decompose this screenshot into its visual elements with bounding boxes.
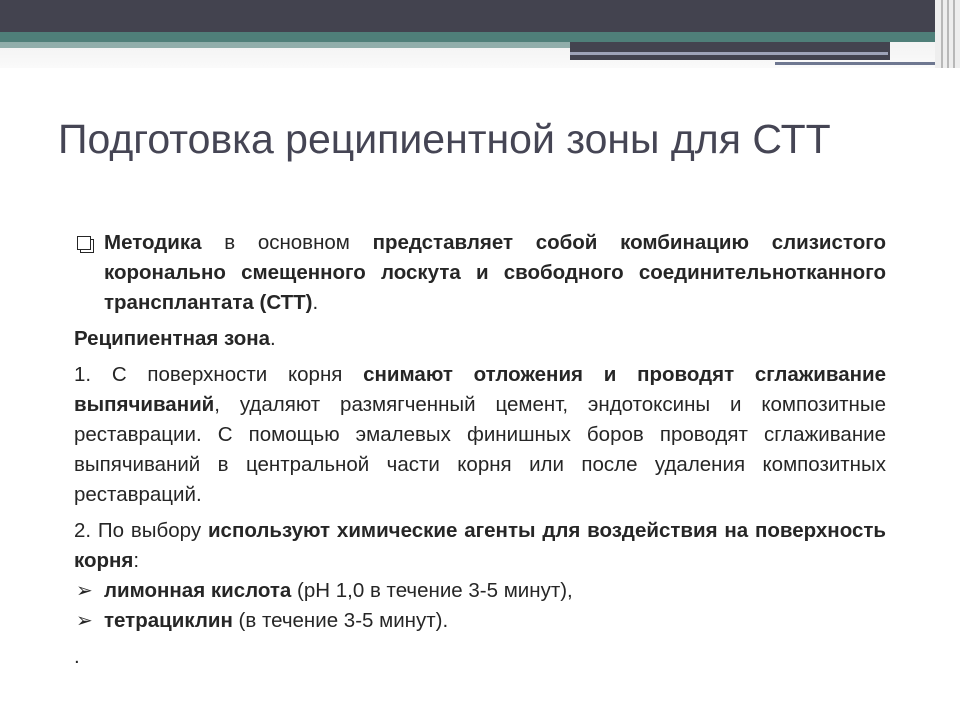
header-stripe <box>953 0 955 68</box>
section-heading <box>74 324 886 354</box>
agent-name: тетрациклин <box>104 609 233 632</box>
header-stripe <box>941 0 943 68</box>
arrow-bullet-icon: ➢ <box>76 610 93 632</box>
intro-end: . <box>312 291 319 314</box>
step-2-start: 2. По выбору <box>74 519 208 542</box>
header-stripe <box>947 0 949 68</box>
header-teal-shadow <box>0 42 570 48</box>
step-2 <box>74 516 886 576</box>
agent-details: (pH 1,0 в течение 3-5 минут), <box>291 579 573 602</box>
arrow-bullet-icon: ➢ <box>76 580 93 602</box>
agent-details: (в течение 3-5 минут). <box>232 609 449 632</box>
agent-name: лимонная кислота <box>104 579 292 602</box>
trailing-dot: . <box>74 645 80 668</box>
header-dark-tab <box>570 42 890 60</box>
step-2-end: : <box>133 549 140 572</box>
slide-content <box>74 228 886 672</box>
header-accent-line <box>570 52 888 55</box>
intro-term: Методика <box>104 231 202 254</box>
checkbox-bullet-icon <box>77 236 91 250</box>
section-heading-dot: . <box>270 327 276 350</box>
agent-item-citric-acid <box>74 576 886 606</box>
step-1-rest: , удаляют размягченный цемент, эндотоксины и композитные реставрации. С помощью эмалевых финишных боров проводят сглаживание выпячиваний в центральной части корня или после удаления композитных реставраций. <box>74 393 886 506</box>
header-dark-bar <box>0 0 960 32</box>
step-2-emphasis: используют химические агенты для воздействия на поверхность корня <box>74 519 886 572</box>
section-heading-text: Реципиентная зона <box>74 327 271 350</box>
slide-title: Подготовка реципиентной зоны для СТТ <box>58 116 831 162</box>
step-1-emphasis: снимают отложения и проводят сглаживание выпячиваний <box>74 363 886 416</box>
intro-definition: представляет собой комбинацию слизистого коронально смещенного лоскута и свободного соединительнотканного трансплантата (СТТ) <box>104 231 887 314</box>
step-1-start: 1. С поверхности корня <box>74 363 364 386</box>
agent-item-tetracycline <box>74 606 886 636</box>
intro-text: в основном <box>201 231 373 254</box>
intro-paragraph <box>74 228 886 318</box>
header-teal-bar <box>0 32 935 42</box>
step-1 <box>74 360 886 510</box>
header-accent-line-lower <box>775 62 943 65</box>
